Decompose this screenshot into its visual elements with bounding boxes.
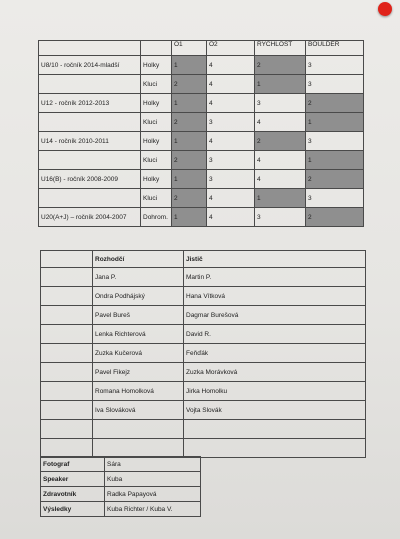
rychlost-cell: 4	[255, 151, 306, 170]
category-name: U12 - ročník 2012-2013	[39, 94, 141, 113]
boulder-cell: 3	[306, 56, 364, 75]
jistic-cell: Feňďák	[184, 344, 366, 363]
staff-name-value: Sára	[105, 457, 201, 472]
rozhodci-cell: Pavel Fikejz	[93, 363, 184, 382]
category-name: U8/10 - ročník 2014-mladší	[39, 56, 141, 75]
results-header-cell: RYCHLOST	[255, 41, 306, 56]
o2-cell: 3	[207, 113, 255, 132]
rozhodci-cell: Iva Slováková	[93, 401, 184, 420]
rychlost-cell: 3	[255, 94, 306, 113]
o1-cell: 1	[172, 132, 207, 151]
category-name: U20(A+J) – ročník 2004-2007	[39, 208, 141, 227]
officials-blank-cell	[41, 251, 93, 268]
staff-row	[41, 472, 201, 487]
boulder-cell: 1	[306, 113, 364, 132]
rychlost-cell: 4	[255, 113, 306, 132]
officials-table	[40, 250, 366, 458]
results-header-cell: O2	[207, 41, 255, 56]
staff-name-value: Kuba	[105, 472, 201, 487]
staff-role-label: Zdravotník	[41, 487, 105, 502]
boulder-cell: 2	[306, 170, 364, 189]
officials-row	[41, 401, 366, 420]
jistic-cell	[184, 420, 366, 439]
rozhodci-cell	[93, 420, 184, 439]
jistic-cell: Jirka Homolku	[184, 382, 366, 401]
o2-cell: 3	[207, 170, 255, 189]
rychlost-cell: 2	[255, 132, 306, 151]
o2-cell: 4	[207, 94, 255, 113]
staff-row	[41, 502, 201, 517]
o1-cell: 1	[172, 208, 207, 227]
officials-blank-cell	[41, 363, 93, 382]
results-header-row	[39, 41, 364, 56]
o1-cell: 2	[172, 113, 207, 132]
gender-cell: Dohrom.	[141, 208, 172, 227]
officials-blank-cell	[41, 382, 93, 401]
rozhodci-cell: Lenka Richterová	[93, 325, 184, 344]
jistic-cell: Zuzka Morávková	[184, 363, 366, 382]
jistic-cell: Martin P.	[184, 268, 366, 287]
boulder-cell: 3	[306, 189, 364, 208]
gender-cell: Holky	[141, 56, 172, 75]
gender-cell: Holky	[141, 132, 172, 151]
results-row	[39, 94, 364, 113]
officials-row	[41, 382, 366, 401]
category-name-empty	[39, 75, 141, 94]
gender-cell: Holky	[141, 94, 172, 113]
o2-cell: 4	[207, 132, 255, 151]
officials-row	[41, 325, 366, 344]
results-header-cell: O1	[172, 41, 207, 56]
officials-blank-cell	[41, 401, 93, 420]
officials-blank-cell	[41, 268, 93, 287]
category-name-empty	[39, 189, 141, 208]
boulder-cell: 1	[306, 151, 364, 170]
rychlost-cell: 1	[255, 189, 306, 208]
o2-cell: 4	[207, 208, 255, 227]
results-row	[39, 208, 364, 227]
category-name-empty	[39, 113, 141, 132]
officials-row	[41, 306, 366, 325]
boulder-cell: 3	[306, 132, 364, 151]
gender-cell: Holky	[141, 170, 172, 189]
jistic-cell: Hana Vítková	[184, 287, 366, 306]
officials-blank-cell	[41, 306, 93, 325]
category-name: U16(B) - ročník 2008-2009	[39, 170, 141, 189]
officials-blank-cell	[41, 439, 93, 458]
rychlost-cell: 3	[255, 208, 306, 227]
o2-cell: 3	[207, 151, 255, 170]
staff-row	[41, 457, 201, 472]
gender-cell: Kluci	[141, 113, 172, 132]
rychlost-cell: 4	[255, 170, 306, 189]
gender-cell: Kluci	[141, 75, 172, 94]
results-row	[39, 132, 364, 151]
staff-name-value: Kuba Richter / Kuba V.	[105, 502, 201, 517]
staff-row	[41, 487, 201, 502]
results-row	[39, 151, 364, 170]
rozhodci-header: Rozhodčí	[93, 251, 184, 268]
boulder-cell: 2	[306, 208, 364, 227]
o1-cell: 2	[172, 151, 207, 170]
officials-row	[41, 420, 366, 439]
officials-blank-cell	[41, 420, 93, 439]
rozhodci-cell: Pavel Bureš	[93, 306, 184, 325]
o2-cell: 4	[207, 189, 255, 208]
o2-cell: 4	[207, 56, 255, 75]
jistic-header: Jistič	[184, 251, 366, 268]
rozhodci-cell: Zuzka Kučerová	[93, 344, 184, 363]
jistic-cell: Vojta Slovák	[184, 401, 366, 420]
rychlost-cell: 1	[255, 75, 306, 94]
results-row	[39, 113, 364, 132]
o2-cell: 4	[207, 75, 255, 94]
staff-name-value: Radka Papayová	[105, 487, 201, 502]
officials-blank-cell	[41, 325, 93, 344]
jistic-cell: David R.	[184, 325, 366, 344]
jistic-cell	[184, 439, 366, 458]
rychlost-cell: 2	[255, 56, 306, 75]
officials-row	[41, 344, 366, 363]
rozhodci-cell	[93, 439, 184, 458]
officials-blank-cell	[41, 344, 93, 363]
results-row	[39, 189, 364, 208]
results-row	[39, 75, 364, 94]
boulder-cell: 2	[306, 94, 364, 113]
o1-cell: 1	[172, 94, 207, 113]
results-table	[38, 40, 364, 227]
o1-cell: 1	[172, 170, 207, 189]
category-name-empty	[39, 151, 141, 170]
officials-row	[41, 439, 366, 458]
o1-cell: 1	[172, 56, 207, 75]
results-row	[39, 170, 364, 189]
officials-row	[41, 363, 366, 382]
o1-cell: 2	[172, 75, 207, 94]
officials-row	[41, 268, 366, 287]
gender-cell: Kluci	[141, 189, 172, 208]
results-row	[39, 56, 364, 75]
rozhodci-cell: Romana Homolková	[93, 382, 184, 401]
pushpin	[378, 2, 392, 16]
rozhodci-cell: Ondra Podhájský	[93, 287, 184, 306]
results-header-cell: BOULDER	[306, 41, 364, 56]
gender-cell: Kluci	[141, 151, 172, 170]
staff-role-label: Speaker	[41, 472, 105, 487]
officials-blank-cell	[41, 287, 93, 306]
rozhodci-cell: Jana P.	[93, 268, 184, 287]
staff-role-label: Fotograf	[41, 457, 105, 472]
category-name: U14 - ročník 2010-2011	[39, 132, 141, 151]
officials-row	[41, 287, 366, 306]
staff-table	[40, 456, 201, 517]
results-header-cell	[141, 41, 172, 56]
boulder-cell: 3	[306, 75, 364, 94]
staff-role-label: Výsledky	[41, 502, 105, 517]
jistic-cell: Dagmar Burešová	[184, 306, 366, 325]
results-header-cell	[39, 41, 141, 56]
o1-cell: 2	[172, 189, 207, 208]
officials-header-row	[41, 251, 366, 268]
